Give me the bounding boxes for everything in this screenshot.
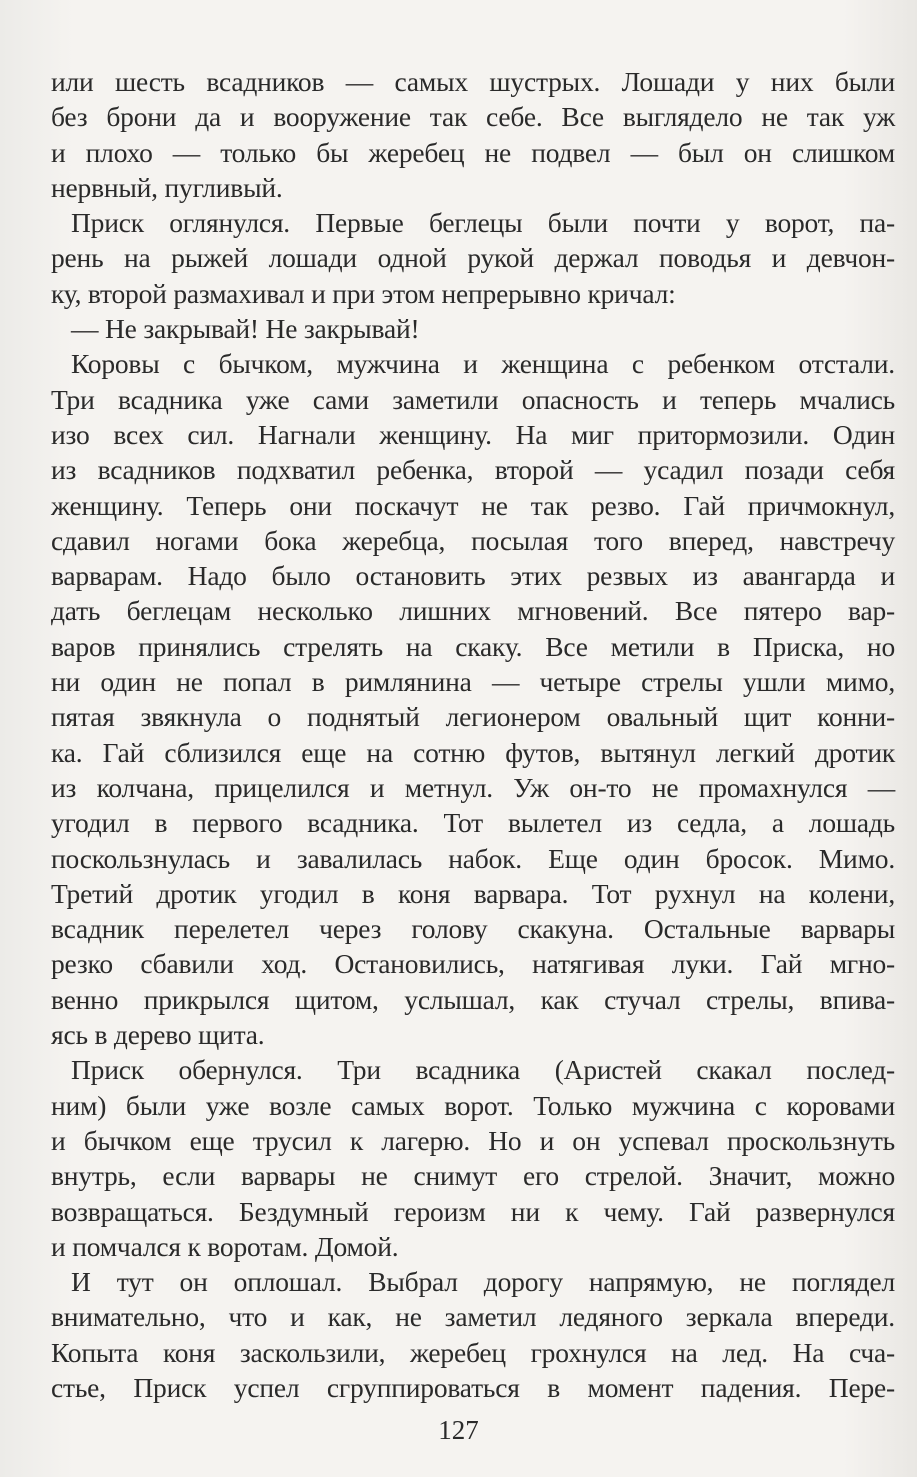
text-line: — Не закрывай! Не закрывай! [71, 313, 420, 345]
text-line: И тут он оплошал. Выбрал дорогу напрямую, не поглядел [71, 1266, 895, 1298]
text-line: угодил в первого всадника. Тот вылетел из седла, а лошадь [51, 807, 895, 839]
paragraph [51, 311, 895, 346]
text-line: изо всех сил. Нагнали женщину. На миг притормозили. Один [51, 418, 895, 450]
paragraph [51, 64, 895, 205]
text-line: ка. Гай сблизился еще на сотню футов, вытянул легкий дротик [51, 736, 895, 768]
text-line: варварам. Надо было остановить этих резвых из авангарда и [51, 560, 895, 592]
text-line: внутрь, если варвары не снимут его стрелой. Значит, можно [51, 1160, 895, 1192]
text-line: нервный, пугливый. [51, 171, 283, 203]
text-line: из всадников подхватил ребенка, второй — усадил позади себя [51, 454, 895, 486]
paragraph [51, 346, 895, 1052]
text-line: и плохо — только бы жеребец не подвел — был он слишком [51, 136, 895, 168]
text-line: внимательно, что и как, не заметил ледяного зеркала впереди. [51, 1301, 895, 1333]
text-line: резко сбавили ход. Остановились, натягивая луки. Гай мгно- [51, 948, 895, 980]
text-line: ку, второй размахивал и при этом непрерывно кричал: [51, 277, 676, 309]
text-line: ясь в дерево щита. [51, 1019, 265, 1051]
text-line: рень на рыжей лошади одной рукой держал поводья и девчон- [51, 242, 895, 274]
body-text [51, 64, 895, 1405]
text-line: из колчана, прицелился и метнул. Уж он-то не промахнулся — [51, 771, 895, 803]
text-line: Приск обернулся. Три всадника (Аристей скакал послед- [71, 1054, 895, 1086]
page-number: 127 [438, 1415, 479, 1445]
text-line: Три всадника уже сами заметили опасность и теперь мчались [51, 383, 895, 415]
text-line: всадник перелетел через голову скакуна. Остальные варвары [51, 913, 895, 945]
paragraph [51, 205, 895, 311]
text-line: пятая звякнула о поднятый легионером овальный щит конни- [51, 701, 895, 733]
text-line: и помчался к воротам. Домой. [51, 1230, 399, 1262]
text-line: ни один не попал в римлянина — четыре стрелы ушли мимо, [51, 666, 895, 698]
text-line: Третий дротик угодил в коня варвара. Тот рухнул на колени, [51, 877, 895, 909]
paragraph [51, 1052, 895, 1264]
text-line: сдавил ногами бока жеребца, посылая того вперед, навстречу [51, 524, 895, 556]
text-line: возвращаться. Бездумный героизм ни к чему. Гай развернулся [51, 1195, 895, 1227]
text-line: дать беглецам несколько лишних мгновений. Все пятеро вар- [51, 595, 895, 627]
text-line: женщину. Теперь они поскачут не так резво. Гай причмокнул, [51, 489, 895, 521]
text-line: венно прикрылся щитом, услышал, как стучал стрелы, впива- [51, 983, 895, 1015]
text-line: Коровы с бычком, мужчина и женщина с ребенком отстали. [71, 348, 895, 380]
text-line: или шесть всадников — самых шустрых. Лошади у них были [51, 66, 895, 97]
text-line: без брони да и вооружение так себе. Все выглядело не так уж [51, 101, 895, 133]
text-line: и бычком еще трусил к лагерю. Но и он успевал проскользнуть [51, 1124, 895, 1156]
text-line: поскользнулась и завалилась набок. Еще один бросок. Мимо. [51, 842, 895, 874]
text-line: Приск оглянулся. Первые беглецы были почти у ворот, па- [71, 207, 895, 239]
text-line: Копыта коня заскользили, жеребец грохнулся на лед. На сча- [51, 1336, 895, 1368]
text-line: варов принялись стрелять на скаку. Все метили в Приска, но [51, 630, 895, 662]
text-line: стье, Приск успел сгруппироваться в момент падения. Пере- [51, 1371, 895, 1403]
text-line: ним) были уже возле самых ворот. Только мужчина с коровами [51, 1089, 895, 1121]
paragraph [51, 1264, 895, 1405]
